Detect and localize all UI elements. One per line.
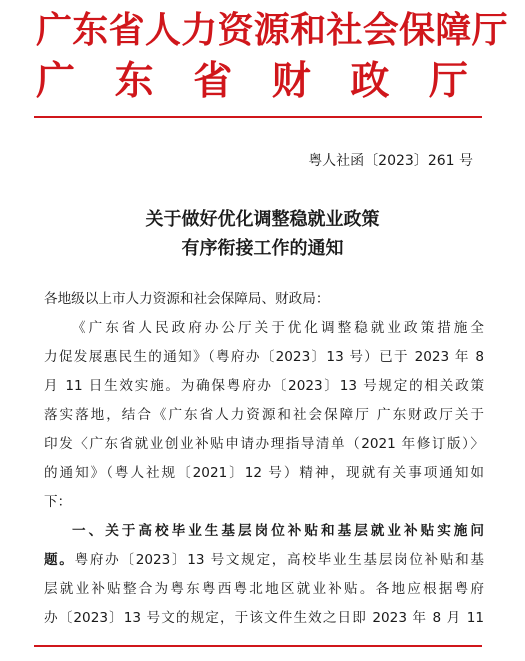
section-text: 粤府办〔2023〕13 号文规定，高校毕业生基层岗位补贴和基 — [74, 552, 485, 568]
document-title-line1: 关于做好优化调整稳就业政策 — [145, 209, 380, 230]
section-heading: 一、关于高校毕业生基层岗位补贴和基层就业补贴实施问 — [72, 523, 484, 539]
issuer-header-char: 财 — [271, 58, 311, 104]
section-line — [44, 546, 484, 575]
issuer-header-char: 省 — [193, 58, 233, 104]
paragraph-line: 月 11 日生效实施。为确保粤府办〔2023〕13 号规定的相关政策 — [44, 378, 484, 394]
issuer-header-hrss: 广东省人力资源和社会保障厅 — [36, 9, 508, 51]
paragraph-line: 的通知》（粤人社规〔2021〕12 号）精神，现就有关事项通知如 — [44, 465, 484, 481]
footer-divider — [34, 645, 482, 647]
document-title-line2: 有序衔接工作的通知 — [181, 238, 344, 259]
header-divider — [34, 116, 482, 118]
paragraph-line: 落实落地，结合《广东省人力资源和社会保障厅 广东财政厅关于 — [44, 407, 484, 423]
section-line: 层就业补贴整合为粤东粤西粤北地区就业补贴。各地应根据粤府 — [44, 581, 484, 597]
issuer-header-char: 政 — [350, 58, 390, 104]
issuer-header-finance — [36, 58, 468, 104]
paragraph-line: 印发〈广东省就业创业补贴申请办理指导清单（2021 年修订版）〉 — [44, 436, 484, 452]
document-body — [44, 285, 484, 633]
issuer-header-char: 厅 — [428, 58, 468, 104]
issuer-header-char: 广 — [36, 58, 76, 104]
paragraph-line: 力促发展惠民生的通知》（粤府办〔2023〕13 号）已于 2023 年 8 — [44, 349, 484, 365]
document-number: 粤人社函〔2023〕261 号 — [308, 153, 473, 169]
salutation: 各地级以上市人力资源和社会保障局、财政局： — [44, 291, 330, 307]
paragraph-line: 《广东省人民政府办公厅关于优化调整稳就业政策措施全 — [72, 320, 484, 336]
section-heading-end: 题。 — [44, 552, 75, 568]
paragraph-line: 下： — [44, 494, 72, 510]
section-line: 办〔2023〕13 号文的规定，于该文件生效之日即 2023 年 8 月 11 — [44, 610, 484, 626]
issuer-header-char: 东 — [114, 58, 154, 104]
